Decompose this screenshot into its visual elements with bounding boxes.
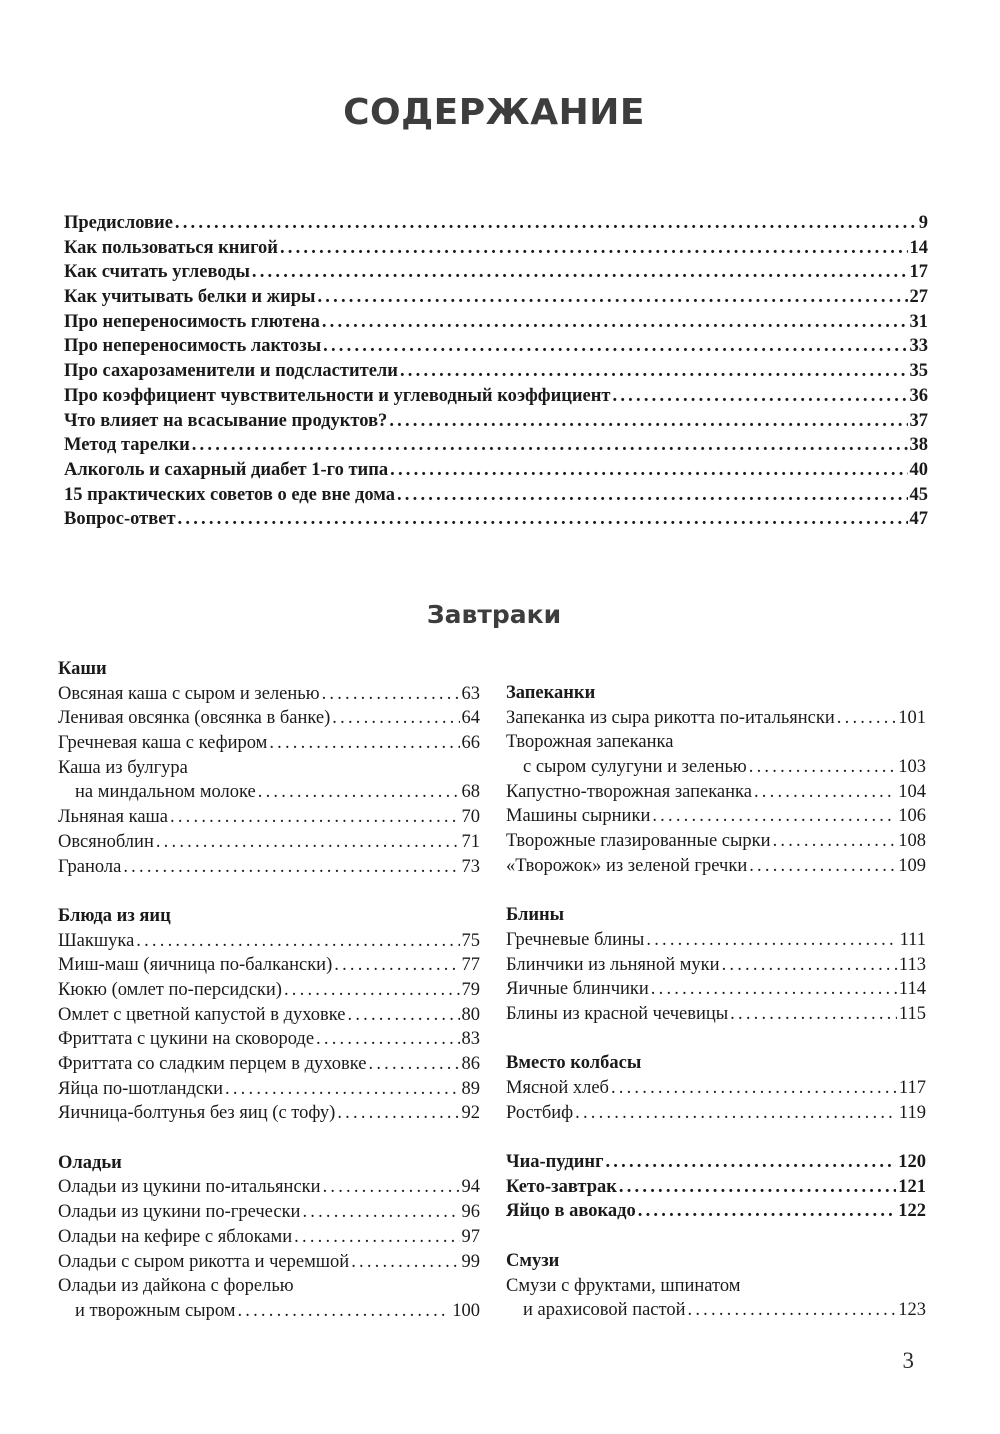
leader-dots — [258, 780, 460, 805]
toc-entry-page: 35 — [909, 361, 928, 382]
toc-entry-label: Гранола — [58, 856, 122, 877]
leader-dots — [397, 483, 908, 508]
leader-dots — [334, 953, 459, 978]
spacer — [506, 1027, 926, 1052]
toc-entry[interactable] — [64, 211, 928, 236]
toc-entry-page: 80 — [461, 1004, 480, 1025]
toc-entry[interactable] — [506, 1175, 926, 1200]
toc-entry-page: 94 — [461, 1177, 480, 1198]
toc-entry[interactable] — [58, 1003, 480, 1028]
toc-entry-label: Фриттата со сладким перцем в духовке — [58, 1054, 367, 1074]
toc-entry-page: 17 — [909, 262, 928, 283]
group-title: Каши — [58, 659, 107, 679]
group-title: Вместо колбасы — [506, 1053, 642, 1074]
toc-entry[interactable] — [58, 1200, 480, 1225]
toc-entry[interactable] — [506, 977, 926, 1002]
toc-entry-label: Алкоголь и сахарный диабет 1-го типа — [64, 459, 389, 480]
toc-entry-page: 122 — [898, 1201, 926, 1222]
toc-entry-label: Оладьи из цукини по-гречески — [58, 1202, 301, 1223]
toc-entry[interactable] — [58, 1101, 480, 1126]
toc-entry-label: и арахисовой пастой — [523, 1300, 686, 1321]
toc-entry-page: 117 — [898, 1078, 926, 1098]
leader-dots — [348, 1003, 460, 1028]
toc-entry-label: 15 практических советов о еде вне дома — [64, 484, 395, 505]
group-title: Запеканки — [506, 683, 596, 703]
toc-entry[interactable] — [64, 310, 928, 335]
toc-column-left — [58, 657, 480, 1324]
toc-entry-label: Как пользоваться книгой — [64, 237, 278, 258]
toc-entry-page: 27 — [909, 287, 928, 308]
leader-dots — [722, 953, 897, 978]
leader-dots — [389, 409, 907, 434]
toc-entry-label: Ленивая овсянка (овсянка в банке) — [58, 708, 331, 729]
leader-dots — [280, 236, 908, 261]
toc-entry-page: 99 — [461, 1251, 480, 1272]
toc-entry[interactable] — [506, 829, 926, 854]
toc-entry[interactable] — [58, 1250, 480, 1275]
toc-entry[interactable] — [58, 805, 480, 830]
toc-entry[interactable] — [506, 1101, 926, 1126]
toc-entry[interactable] — [58, 830, 480, 855]
toc-entry-label: Овсяноблин — [58, 831, 154, 852]
group-title: Смузи — [506, 1250, 560, 1271]
toc-entry-page: 120 — [898, 1152, 926, 1173]
toc-entry-page: 104 — [898, 781, 926, 802]
toc-entry-page: 115 — [898, 1003, 926, 1024]
toc-entry-label: Яйцо в авокадо — [506, 1201, 636, 1222]
toc-entry-page: 71 — [461, 831, 480, 852]
toc-entry[interactable] — [506, 1002, 926, 1027]
toc-entry-label: Чиа-пудинг — [506, 1152, 604, 1173]
toc-entry[interactable] — [506, 854, 926, 879]
toc-entry-page: 63 — [461, 683, 480, 704]
toc-entry-label: Про непереносимость лактозы — [64, 336, 322, 357]
toc-entry[interactable] — [64, 236, 928, 261]
toc-entry-label: Миш-маш (яичница по-балкански) — [58, 955, 333, 976]
toc-entry-label: Льняная каша — [58, 807, 169, 828]
toc-entry-label: Капустно-творожная запеканка — [506, 781, 752, 802]
leader-dots — [302, 1200, 459, 1225]
group-title: Блюда из яиц — [58, 905, 171, 926]
toc-entry-label: Омлет с цветной капустой в духовке — [58, 1004, 346, 1025]
toc-entry-label: Фриттата с цукини на сковороде — [58, 1029, 315, 1050]
leader-dots — [123, 855, 459, 880]
toc-entry-label: Шакшука — [58, 930, 135, 951]
toc-entry-label: Яичные блинчики — [506, 979, 649, 1000]
leader-dots — [170, 805, 459, 830]
toc-entry-line[interactable]: Оладьи из дайкона с форелью — [58, 1276, 294, 1297]
toc-entry-page: 33 — [909, 336, 928, 357]
section-title: Завтраки — [426, 600, 562, 629]
leader-dots — [837, 706, 896, 731]
toc-entry[interactable] — [58, 731, 480, 756]
toc-entry-page: 106 — [898, 806, 926, 827]
toc-entry-page: 89 — [461, 1078, 480, 1099]
toc-entry[interactable] — [58, 978, 480, 1003]
toc-entry[interactable] — [64, 507, 928, 532]
leader-dots — [317, 285, 907, 310]
toc-entry-label: Про коэффициент чувствительности и углеводный коэффициент — [64, 385, 611, 406]
toc-entry-label: Яйца по-шотландски — [58, 1078, 224, 1099]
toc-entry[interactable] — [506, 1076, 926, 1101]
toc-entry-label: Про непереносимость глютена — [64, 311, 320, 332]
leader-dots — [294, 1225, 459, 1250]
intro-toc — [64, 211, 928, 532]
toc-entry[interactable] — [64, 260, 928, 285]
page-number: 3 — [902, 1348, 914, 1373]
leader-dots — [646, 928, 897, 953]
toc-entry[interactable] — [58, 1027, 480, 1052]
leader-dots — [316, 1027, 459, 1052]
toc-entry-label: Кето-завтрак — [506, 1176, 617, 1197]
leader-dots — [613, 384, 908, 409]
toc-entry-label: «Творожок» из зеленой гречки — [506, 855, 748, 876]
page-title: СОДЕРЖАНИЕ — [343, 92, 645, 133]
leader-dots — [400, 359, 908, 384]
toc-entry-page: 47 — [909, 509, 928, 530]
toc-entry-line[interactable]: Каша из булгура — [58, 757, 188, 778]
toc-entry[interactable] — [58, 855, 480, 880]
leader-dots — [652, 804, 896, 829]
leader-dots — [749, 755, 896, 780]
toc-entry-label: на миндальном молоке — [75, 782, 256, 803]
toc-entry-page: 64 — [461, 708, 480, 729]
leader-dots — [730, 1002, 897, 1027]
toc-entry-label: Запеканка из сыра рикотта по-итальянски — [506, 707, 835, 728]
toc-entry[interactable] — [58, 1175, 480, 1200]
toc-entry-page: 96 — [461, 1202, 480, 1223]
spacer — [506, 1224, 926, 1249]
leader-dots — [749, 854, 896, 879]
toc-column-right — [506, 681, 926, 1323]
leader-dots — [175, 211, 917, 236]
toc-entry-page: 108 — [898, 831, 926, 852]
toc-entry-page: 97 — [461, 1226, 480, 1247]
toc-entry[interactable] — [64, 359, 928, 384]
toc-entry[interactable] — [64, 409, 928, 434]
toc-entry[interactable] — [58, 1225, 480, 1250]
toc-entry-page: 77 — [461, 955, 480, 976]
toc-entry-page: 101 — [898, 707, 926, 728]
toc-entry-label: Овсяная каша с сыром и зеленью — [58, 683, 320, 704]
group-title: Блины — [506, 905, 565, 926]
toc-entry[interactable] — [506, 780, 926, 805]
spacer — [58, 1126, 480, 1151]
toc-entry-page: 36 — [909, 385, 928, 406]
leader-dots — [337, 1101, 459, 1126]
toc-entry[interactable] — [506, 928, 926, 953]
toc-entry[interactable] — [506, 1298, 926, 1323]
toc-entry-label: Гречневая каша с кефиром — [58, 733, 268, 754]
leader-dots — [688, 1298, 897, 1323]
leader-dots — [322, 310, 908, 335]
toc-entry-page: 31 — [909, 311, 928, 332]
toc-entry-label: Оладьи на кефире с яблоками — [58, 1226, 293, 1247]
toc-entry-page: 79 — [461, 979, 480, 1000]
toc-entry[interactable] — [58, 780, 480, 805]
toc-entry-page: 111 — [899, 929, 926, 950]
leader-dots — [332, 706, 459, 731]
toc-entry[interactable] — [58, 1299, 480, 1324]
toc-entry-label: Блинчики из льняной муки — [506, 954, 720, 975]
toc-entry[interactable] — [506, 1150, 926, 1175]
toc-entry-label: и творожным сыром — [75, 1300, 236, 1321]
toc-entry-page: 100 — [452, 1300, 480, 1321]
leader-dots — [351, 1250, 459, 1275]
toc-entry-page: 9 — [918, 213, 928, 233]
toc-entry-label: с сыром сулугуни и зеленью — [523, 757, 747, 778]
toc-entry-label: Метод тарелки — [64, 435, 190, 456]
leader-dots — [369, 1052, 460, 1077]
leader-dots — [651, 977, 897, 1002]
spacer — [506, 879, 926, 904]
toc-entry-page: 70 — [461, 807, 480, 828]
toc-entry-page: 113 — [898, 954, 926, 975]
toc-entry[interactable] — [58, 1077, 480, 1102]
toc-entry-page: 68 — [461, 782, 480, 803]
toc-entry-label: Мясной хлеб — [506, 1078, 609, 1098]
leader-dots — [619, 1175, 896, 1200]
leader-dots — [611, 1076, 897, 1101]
toc-entry-page: 103 — [898, 757, 926, 778]
toc-entry-label: Про сахарозаменители и подсластители — [64, 361, 398, 382]
leader-dots — [605, 1150, 896, 1175]
toc-entry[interactable] — [64, 433, 928, 458]
leader-dots — [754, 780, 896, 805]
spacer — [506, 1125, 926, 1150]
toc-entry-page: 83 — [461, 1029, 480, 1050]
toc-entry[interactable] — [58, 706, 480, 731]
toc-entry-page: 38 — [909, 435, 928, 456]
toc-entry-label: Ростбиф — [506, 1102, 574, 1123]
toc-entry-label: Яичница-болтунья без яиц (с тофу) — [58, 1103, 336, 1124]
toc-entry-label: Оладьи с сыром рикотта и черемшой — [58, 1251, 350, 1272]
leader-dots — [136, 929, 459, 954]
toc-entry[interactable] — [64, 483, 928, 508]
toc-entry-page: 92 — [461, 1103, 480, 1124]
leader-dots — [269, 731, 459, 756]
toc-entry-page: 123 — [898, 1300, 926, 1321]
toc-entry[interactable] — [58, 1052, 480, 1077]
toc-entry-page: 73 — [461, 856, 480, 877]
toc-entry-page: 75 — [461, 930, 480, 951]
toc-entry-label: Гречневые блины — [506, 929, 645, 950]
toc-entry-label: Творожные глазированные сырки — [506, 831, 771, 852]
toc-entry-label: Как считать углеводы — [64, 262, 250, 283]
toc-entry-page: 14 — [909, 237, 928, 258]
leader-dots — [575, 1101, 897, 1126]
toc-entry[interactable] — [506, 804, 926, 829]
leader-dots — [192, 433, 908, 458]
toc-entry-page: 119 — [898, 1102, 926, 1123]
toc-entry-line[interactable]: Смузи с фруктами, шпинатом — [506, 1275, 741, 1296]
leader-dots — [284, 978, 460, 1003]
toc-entry-label: Машины сырники — [506, 806, 651, 827]
toc-entry-page: 114 — [898, 979, 926, 1000]
toc-entry-page: 37 — [909, 410, 928, 431]
toc-entry-label: Что влияет на всасывание продуктов? — [64, 410, 388, 431]
toc-entry-line[interactable]: Творожная запеканка — [506, 732, 674, 753]
toc-entry[interactable] — [64, 384, 928, 409]
leader-dots — [638, 1199, 896, 1224]
leader-dots — [390, 458, 907, 483]
leader-dots — [156, 830, 460, 855]
toc-entry-label: Вопрос-ответ — [64, 509, 176, 530]
toc-entry-page: 121 — [898, 1176, 926, 1197]
toc-entry-label: Как учитывать белки и жиры — [64, 287, 316, 308]
leader-dots — [323, 1175, 460, 1200]
leader-dots — [225, 1077, 459, 1102]
toc-entry-page: 86 — [461, 1054, 480, 1074]
toc-entry-label: Кюкю (омлет по-персидски) — [58, 979, 282, 1000]
toc-entry[interactable] — [506, 1199, 926, 1224]
toc-entry[interactable] — [64, 285, 928, 310]
toc-entry-label: Оладьи из цукини по-итальянски — [58, 1177, 321, 1198]
toc-entry-page: 40 — [909, 459, 928, 480]
toc-entry-page: 109 — [898, 855, 926, 876]
toc-entry[interactable] — [506, 706, 926, 731]
toc-entry[interactable] — [58, 953, 480, 978]
group-title: Оладьи — [58, 1152, 122, 1173]
toc-entry-page: 45 — [909, 484, 928, 505]
leader-dots — [773, 829, 897, 854]
leader-dots — [323, 334, 907, 359]
leader-dots — [178, 507, 908, 532]
toc-entry[interactable] — [64, 458, 928, 483]
leader-dots — [322, 682, 460, 707]
toc-entry[interactable] — [64, 334, 928, 359]
toc-entry[interactable] — [506, 953, 926, 978]
toc-entry[interactable] — [58, 929, 480, 954]
toc-entry[interactable] — [506, 755, 926, 780]
leader-dots — [237, 1299, 450, 1324]
toc-entry-page: 66 — [461, 733, 480, 754]
toc-entry-label: Блины из красной чечевицы — [506, 1003, 729, 1024]
leader-dots — [252, 260, 908, 285]
toc-entry-label: Предисловие — [64, 213, 173, 233]
toc-entry[interactable] — [58, 682, 480, 707]
spacer — [58, 879, 480, 904]
